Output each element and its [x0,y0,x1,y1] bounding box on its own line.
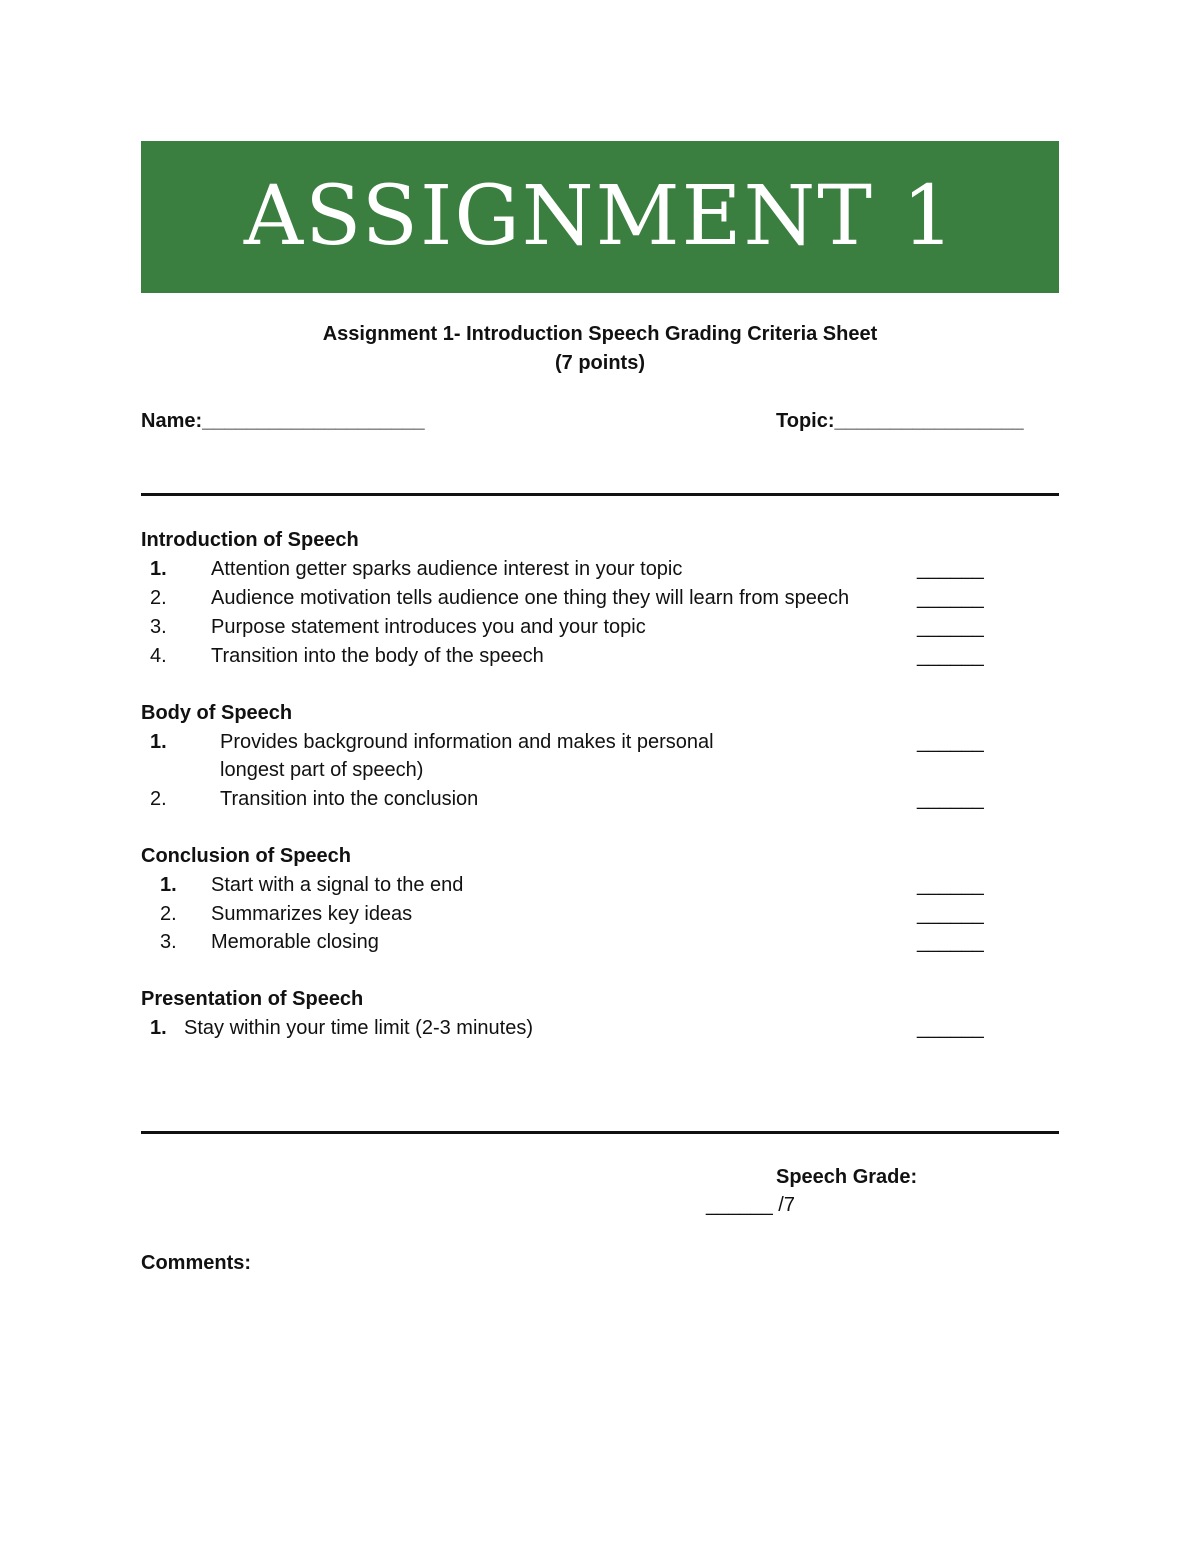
item-number: 4. [150,645,167,667]
criteria-item [141,903,991,931]
item-number: 2. [150,587,167,609]
score-blank[interactable]: ______ [917,931,984,953]
topic-field[interactable]: Topic:_________________ [776,410,1024,432]
name-field[interactable]: Name:____________________ [141,410,425,432]
item-number: 3. [160,931,177,953]
score-blank[interactable]: ______ [917,903,984,925]
comments-label: Comments: [141,1252,252,1274]
item-text: Attention getter sparks audience interest in your topic [211,558,683,580]
item-text: Transition into the conclusion [220,788,479,810]
section-title-conclusion: Conclusion of Speech [141,845,352,867]
score-blank[interactable]: ______ [917,788,984,810]
banner-title: ASSIGNMENT 1 [243,169,957,264]
item-number: 2. [150,788,167,810]
criteria-item [141,645,991,673]
item-text: Start with a signal to the end [211,874,464,896]
item-text: Provides background information and makes it personal [220,731,714,753]
item-text: Summarizes key ideas [211,903,413,925]
score-blank[interactable]: ______ [917,1017,984,1039]
item-number: 1. [150,558,167,580]
section-title-introduction: Introduction of Speech [141,529,359,551]
criteria-item [141,587,991,615]
criteria-item [141,558,991,586]
item-text: Stay within your time limit (2-3 minutes) [184,1017,533,1039]
sheet-points: (7 points) [555,352,645,374]
score-blank[interactable]: ______ [917,616,984,638]
bottom-divider [141,1131,1059,1134]
speech-grade-blank[interactable]: ______ /7 [706,1194,795,1216]
item-text: Audience motivation tells audience one thing they will learn from speech [211,587,850,609]
score-blank[interactable]: ______ [917,874,984,896]
item-number: 2. [160,903,177,925]
section-title-presentation: Presentation of Speech [141,988,364,1010]
top-divider [141,493,1059,496]
score-blank[interactable]: ______ [917,587,984,609]
criteria-item [141,1017,991,1045]
score-blank[interactable]: ______ [917,645,984,667]
criteria-item [141,788,991,816]
criteria-item [141,931,991,959]
criteria-item [141,874,991,902]
item-number: 1. [160,874,177,896]
item-text: Memorable closing [211,931,379,953]
score-blank[interactable]: ______ [917,731,984,753]
item-text: Transition into the body of the speech [211,645,544,667]
item-number: 1. [150,731,167,753]
item-number: 3. [150,616,167,638]
item-number: 1. [150,1017,167,1039]
score-blank[interactable]: ______ [917,558,984,580]
item-text: Purpose statement introduces you and your topic [211,616,646,638]
assignment-banner [141,141,1059,293]
item-text-continued: longest part of speech) [220,759,424,781]
criteria-item [141,731,991,759]
section-title-body: Body of Speech [141,702,293,724]
criteria-item [141,616,991,644]
speech-grade-label: Speech Grade: [776,1166,918,1188]
sheet-title: Assignment 1- Introduction Speech Grading Criteria Sheet [322,323,878,345]
